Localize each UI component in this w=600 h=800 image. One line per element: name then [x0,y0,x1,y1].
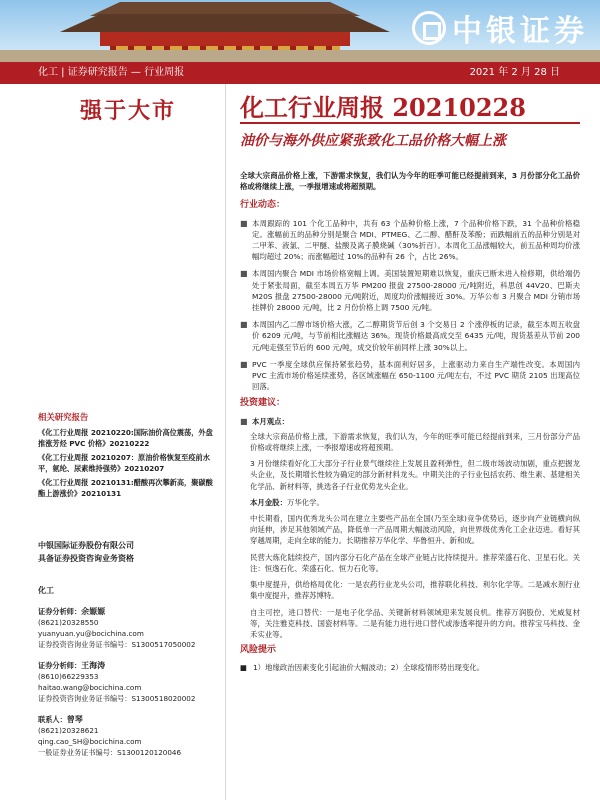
gold-text: 万华化学。 [286,497,324,507]
advice-paragraph: 集中度提升，供给格局优化：一是农药行业龙头公司，推荐联化科技、利尔化学等。二是减水剂行业集中度提升，推荐苏博特。 [250,580,580,601]
analyst-role: 证券分析师： [38,661,82,670]
header-banner [0,0,600,62]
brand [412,6,588,50]
advice-heading: 投资建议： [240,398,286,409]
brand-name: 中银证券 [452,14,588,49]
analyst-card [38,660,218,704]
gold-label: 本月金股： [250,497,287,507]
related-heading: 相关研究报告 [38,412,89,422]
bullet-icon: ■ [240,663,247,673]
view-text: 全球大宗商品价格上涨，下游需求恢复，我们认为，今年的旺季可能已经提前到来，三月份部分产品价格或将继续上涨，一季报增速或将超预期。 [250,431,580,453]
dynamics-item: ■ PVC 一季度全球供应保持紧张趋势，基本面利好居多，上涨驱动力来自生产端性改变。本周国内 PVC 主流市场价格延续涨势，各区域涨幅在 650-1100 元/吨左右，不过 PVC 期货 2105 出现高位回落。 [240,359,580,392]
contact-phone: (8621)20328621 [38,726,99,735]
org-name: 中银国际证券股份有限公司 [38,541,134,550]
view-label-row [240,416,580,427]
main-content [240,170,580,674]
analyst-name: 王海涛 [81,661,106,670]
contact-card [38,714,218,758]
gold-stock [240,497,580,508]
advice-paragraph: 民营大炼化陆续投产，国内部分石化产品在全球产业链占比持续提升。推荐荣盛石化、卫星石化。关注：恒逸石化、荣盛石化、恒力石化等。 [250,552,580,573]
view-label: 本月观点： [252,416,289,426]
related-report[interactable]: 《化工行业周报 20210220:国际油价高位震荡，外盘推涨芳烃 PVC 价格》20210222 [38,428,213,448]
report-date: 2021 年 2 月 28 日 [469,67,560,78]
contact-role: 联系人： [38,715,67,724]
analyst-email[interactable]: yuanyuan.yu@bocichina.com [38,629,144,638]
org-qualification: 具备证券投资咨询业务资格 [38,554,134,563]
bullet-icon: ■ [240,359,248,369]
analyst-email[interactable]: haitao.wang@bocichina.com [38,683,142,692]
advice-paragraph: 自主可控，进口替代：一是电子化学品、关键新材料领域迎来发展良机。推荐万润股份、光威复材等，关注雅克科技、国瓷材料等。二是有能力进行进口替代或渗透率提升的方向。推荐宝马科技、金禾实业等。 [250,607,580,639]
advice-paragraph: 3 月份继续看好化工大部分子行业景气继续往上发展且盈利弹性，但二级市场波动加剧，重点把握龙头企业，及长期增长性较为确定的部分新材料龙头。中期关注的子行业包括农药、维生素、基建相关化学品、新材料等，挑选各子行业优势龙头企业。 [250,459,580,491]
bullet-icon: ■ [240,416,248,426]
risk-heading: 风险提示 [240,645,277,656]
contact-name: 曾琴 [66,715,83,724]
analyst-name: 余嫄嫄 [81,607,106,616]
palace-beam [100,32,350,46]
analyst-role: 证券分析师： [38,607,82,616]
bullet-icon: ■ [240,269,248,279]
analyst-license: 证券投资咨询业务证书编号：S1300517050002 [38,640,196,649]
analyst-phone: (8610)66229353 [38,672,99,681]
related-report[interactable]: 《化工行业周报 20210207：原油价格恢复至疫前水平，氨纶、尿素维持强势》20210207 [38,453,210,473]
category-bar [0,62,600,84]
palace-courtyard [0,50,600,62]
dynamics-item: ■ 本周跟踪的 101 个化工品种中，共有 63 个品种价格上涨，7 个品种价格下跌，31 个品种价格稳定。涨幅前五的品种分别是聚合 MDI、PTMEG、乙二醇、醋酐及苯酚；而跌幅前五的品种分别是对二甲苯、液氯、二甲醚、盐酸及离子膜烧碱（30%折百）。本周化工品涨幅较大，前五品种周均价涨幅均超过 20%；而涨幅超过 10%的品种有 26 个，占比 26%。 [240,218,580,262]
risk-item [240,662,580,673]
analyst-card [38,606,218,650]
dynamics-item: ■ 本周国内乙二醇市场价格大涨，乙二醇期货节后创 3 个交易日 2 个涨停板的记录，截至本周五收盘价 6209 元/吨，与节前相比涨幅达 36%。现货价格最高成交至 6435 元/吨，现货基差从节前 200 元/吨走强至节后的 600 元/吨，成交价较年前同样上涨 30%以上。 [240,320,580,352]
dynamics-item: ■ 本周国内聚合 MDI 市场价格宽幅上调。美国装置短期难以恢复，重庆已断未进入检修期，供给端仍处于紧张局面，截至本周五万华 PM200 报盘 27500-28000 元/吨附近，科思创 44V20、巴斯夫 M20S 报盘 27500-28000 元/吨附近，周度均价涨幅接近 30%。万华公布 3 月聚合 MDI 分销市场挂牌价 28000 元/吨，比 2 月份价格上调 7500 元/吨。 [240,269,580,313]
contact-email[interactable]: qing.cao_SH@bocichina.com [38,737,142,746]
report-title: 化工行业周报 20210228 [240,93,526,122]
related-report[interactable]: 《化工行业周报 20210131:醋酸再次攀新高，聚碳酸酯上游涨价》20210131 [38,478,213,498]
report-subtitle: 油价与海外供应紧张致化工品价格大幅上涨 [240,133,506,149]
contact-license: 一般证券业务证书编号：S1300120120046 [38,748,182,757]
rating: 强于大市 [79,98,176,124]
title-rule [240,122,580,124]
bullet-icon: ■ [240,218,248,228]
palace-roof [60,14,390,32]
report-category: 化工 | 证券研究报告 — 行业周报 [38,67,185,78]
analyst-phone: (8621)20328550 [38,618,99,627]
industry-label: 化工 [38,586,54,595]
risk-text: 1）地缘政治因素变化引起油价大幅波动；2）全球疫情形势出现变化。 [252,663,485,673]
column-divider [225,84,226,800]
boc-logo-icon [412,11,446,45]
bullet-icon: ■ [240,320,248,330]
sidebar [38,412,218,758]
dynamics-heading: 行业动态： [240,200,286,211]
advice-paragraph: 中长期看，国内优秀龙头公司在建立主要些产品在全国(乃至全球)竞争优势后，逐步向产业链横向纵向延伸，涉足其他领域产品，降低单一产品周期大幅波动风险，向世界级优秀化工企业迈进。看好其穿越周期，走向全球的能力。长期推荐万华化学、华鲁恒升、新和成。 [250,514,580,546]
analyst-license: 证券投资咨询业务证书编号：S1300518020002 [38,694,196,703]
summary: 全球大宗商品价格上涨，下游需求恢复，我们认为今年的旺季可能已经提前到来，3 月份部分化工品价格或将继续上涨，一季报增速或将超预期。 [240,171,580,192]
